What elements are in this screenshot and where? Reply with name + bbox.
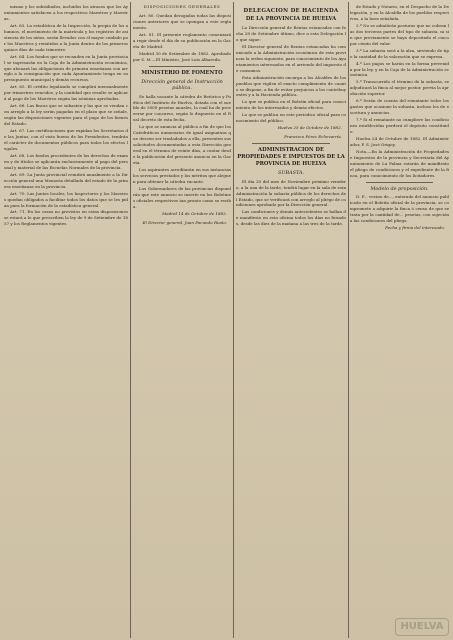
column-2 [133,4,231,636]
article-paragraph: Art. 64. Los fondos que se recauden en la Junta provincial se ingresarán en la Caja de la Administración económica, que abonará las obligaciones de primera enseñanza con arreglo a la consignación que cada Ayuntamiento tenga en su presupuesto municipal y demás recursos. [4,53,128,83]
condition-paragraph: de Estado y Notario, en el Despacho de la Delegación, y en la Alcaldía de los pueblos respectivos, a la hora señalada. [350,4,449,21]
column-4 [350,4,449,636]
article-paragraph: Lo que se publica en el Boletín oficial para conocimiento de los interesados y demás efectos. [236,99,346,111]
condition-paragraph: 5.º Transcurrido el término de la subasta, se adjudicará la finca al mejor postor, previa la aprobación superior. [350,79,449,97]
sign-date: Huelva 25 de Octubre de 1882. [277,125,342,131]
article-paragraph: Art. 80. Quedan derogadas todas las disposiciones anteriores que se opongan a este reglamento. [133,12,231,30]
section-header: DISPOSICIONES GENERALES [143,4,221,9]
ministry-subtitle: Dirección general de Instrucción pública. [141,78,223,92]
model-paragraph: D. F... vecino de..., enterado del anuncio publicado en el Boletín oficial de la provincia, se compromete a adquirir la finca ó censo de que se trata por la cantidad de... pesetas, con sujeción a las condiciones del pliego. [350,194,449,223]
condition-paragraph: 3.º La subasta será a la alza, sirviendo de tipo la cantidad de la valoración que se expresa. [350,47,449,59]
delegation-subtitle: DE LA PROVINCIA DE HUELVA [245,16,337,22]
circular-paragraph: Los Gobernadores de las provincias dispondrán que este anuncio se inserte en los Boletines oficiales respectivos tan pronto como se reciba. [133,185,231,209]
condition-paragraph: 6.º Serán de cuenta del rematante todos los gastos que ocasione la subasta, incluso los de escritura y anuncios. [350,98,449,116]
separator-line [149,66,215,67]
article-paragraph: Art. 63. La estadística de la Inspección, la propia de los alumnos, el movimiento de la matrícula y los registros de asistencia de los niños, serán llevados con el mayor cuidado por los Maestros y remitidos a la Junta dentro de los primeros quince días de cada trimestre. [4,22,128,52]
circular-paragraph: Se halla vacante la cátedra de Retórica y Poética del Instituto de Huelva, dotada con el sueldo de 3000 pesetas anuales, la cual ha de proveerse por concurso, según lo dispuesto en el Real decreto de esta fecha. [133,93,231,123]
article-paragraph: Art. 65. El crédito legalizado se cumplirá mensualmente por trimestres vencidos, y la cantidad que resulte se aplicará al pago de los Maestros según las nóminas aprobadas. [4,84,128,102]
column-divider [233,2,234,638]
library-watermark: HUELVA [395,618,449,636]
column-1 [4,4,128,636]
separator-line [366,182,433,183]
article-paragraph: Art. 66. Las fincas que se subasten y las que se vendan con arreglo a la ley serán pagadas en el plazo que se señale, según las disposiciones vigentes para el pago de los bienes del Estado. [4,103,128,127]
circular-paragraph: Los aspirantes acreditarán en sus instancias los servicios prestados y los méritos que aleguen para obtener la cátedra vacante. [133,167,231,184]
note-paragraph: Nota.—En la Administración de Propiedades e Impuestos de la provincia y Secretaría del Ayuntamiento de La Palma estarán de manifiesto el pliego de condiciones y el expediente de la finca, para conocimiento de los licitadores. [350,148,449,178]
article-paragraph: Art. 81. El presente reglamento comenzará a regir desde el día de su publicación en la Gaceta de Madrid. [133,31,231,49]
article-paragraph: La Dirección general de Rentas estancadas con fecha 28 de Setiembre último, dice a esta Delegación lo que sigue: [236,25,346,42]
column-3 [236,4,346,636]
column-divider [130,2,131,638]
auction-heading: SUBASTA. [277,170,305,177]
separator-line [252,143,330,144]
model-title: Modelo de proposición. [370,185,429,192]
article-paragraph: El Director general de Rentas estancadas ha comunicado a la Administración económica de esta provincia la orden siguiente, para conocimiento de los Ayuntamientos interesados en el arriendo del impuesto de consumos. [236,43,346,73]
article-paragraph: Art. 69. La Junta provincial remitirá anualmente a la Dirección general una Memoria detallada del estado de la primera enseñanza en la provincia. [4,171,128,189]
article-paragraph: Art. 70. Las Juntas locales, los Inspectores y los Maestros quedan obligados a facilitar todos los datos que se les pidan para la formación de la estadística general. [4,190,128,208]
column-divider [348,2,349,638]
model-sign: Fecha y firma del interesado. [385,224,445,230]
condition-paragraph: 7.º Si el rematante no cumpliere las condiciones establecidas perderá el depósito constituido. [350,117,449,135]
article-paragraph: Art. 68. Los fondos procedentes de los derechos de examen y de títulos se aplicarán exclusivamente al pago del personal y material de las Escuelas Normales de la provincia. [4,152,128,170]
signature: Francisco Pérez Echevarría. [284,134,342,140]
article-paragraph: Art. 71. En los casos no previstos en estas disposiciones se estará a lo que prescriben la ley de 9 de Setiembre de 1857 y los Reglamentos vigentes. [4,209,128,227]
auction-paragraph: Las condiciones y demás antecedentes se hallan de manifiesto en esta oficina todos los días no feriados, desde las diez de la mañana a las tres de la tarde. [236,209,346,227]
auction-paragraph: El día 20 del mes de Noviembre próximo venidero, a la una de la tarde, tendrá lugar en la sala de esta Administración la subasta pública de los derechos del Estado, que se verificará con arreglo al pliego de condiciones aprobado por la Dirección general. [236,178,346,208]
condition-paragraph: 4.º Los pagos se harán en la forma prevenida por la ley, y en la Caja de la Administración económica. [350,60,449,78]
signature: El Director general, Juan Facundo Riaño. [142,219,227,225]
sign-date: Madrid 14 de Octubre de 1882. [162,210,227,216]
ministry-title: MINISTERIO DE FOMENTO [141,69,223,76]
lead-paragraph: mismo y los subsidiados, incluidos los atrasos que los Ayuntamientos satisfacen a los respectivos Maestros y Maestras. [4,4,128,21]
delegation-title: DELEGACION DE HACIENDA [243,8,339,14]
condition-paragraph: Huelva 24 de Octubre de 1882. El Administrador, P. S. José Origoy. [350,136,449,147]
article-paragraph: Lo que se publica en este periódico oficial para conocimiento del público. [236,112,346,124]
administration-title: ADMINISTRACION DE PROPIEDADES E IMPUESTOS DE LA PROVINCIA DE HUELVA [237,147,345,168]
condition-paragraph: 2.º No se admitirán posturas que no cubran las dos terceras partes del tipo de subasta, ni sin que previamente se haya depositado el cinco por ciento del valor. [350,22,449,46]
circular-paragraph: Lo que se anuncia al público a fin de que los Catedráticos numerarios de igual asignatura que deseen ser trasladados a ella, presenten sus solicitudes documentadas a esta Dirección general en el término de veinte días, a contar desde la publicación del presente anuncio en la Gaceta. [133,124,231,166]
article-paragraph: Madrid 30 de Setiembre de 1882. Aprobado por S. M.—El Ministro, José Luis Albareda. [133,50,231,62]
article-paragraph: Art. 67. Las certificaciones que expidan los Secretarios de las Juntas, con el visto bueno de los Presidentes, tendrán el carácter de documentos públicos para todos los efectos legales. [4,128,128,151]
article-paragraph: Esta Administración encarga a los Alcaldes de los pueblos que vigilen el exacto cumplimiento de cuanto se dispone, a fin de evitar perjuicios a los contribuyentes y a la Hacienda pública. [236,74,346,98]
